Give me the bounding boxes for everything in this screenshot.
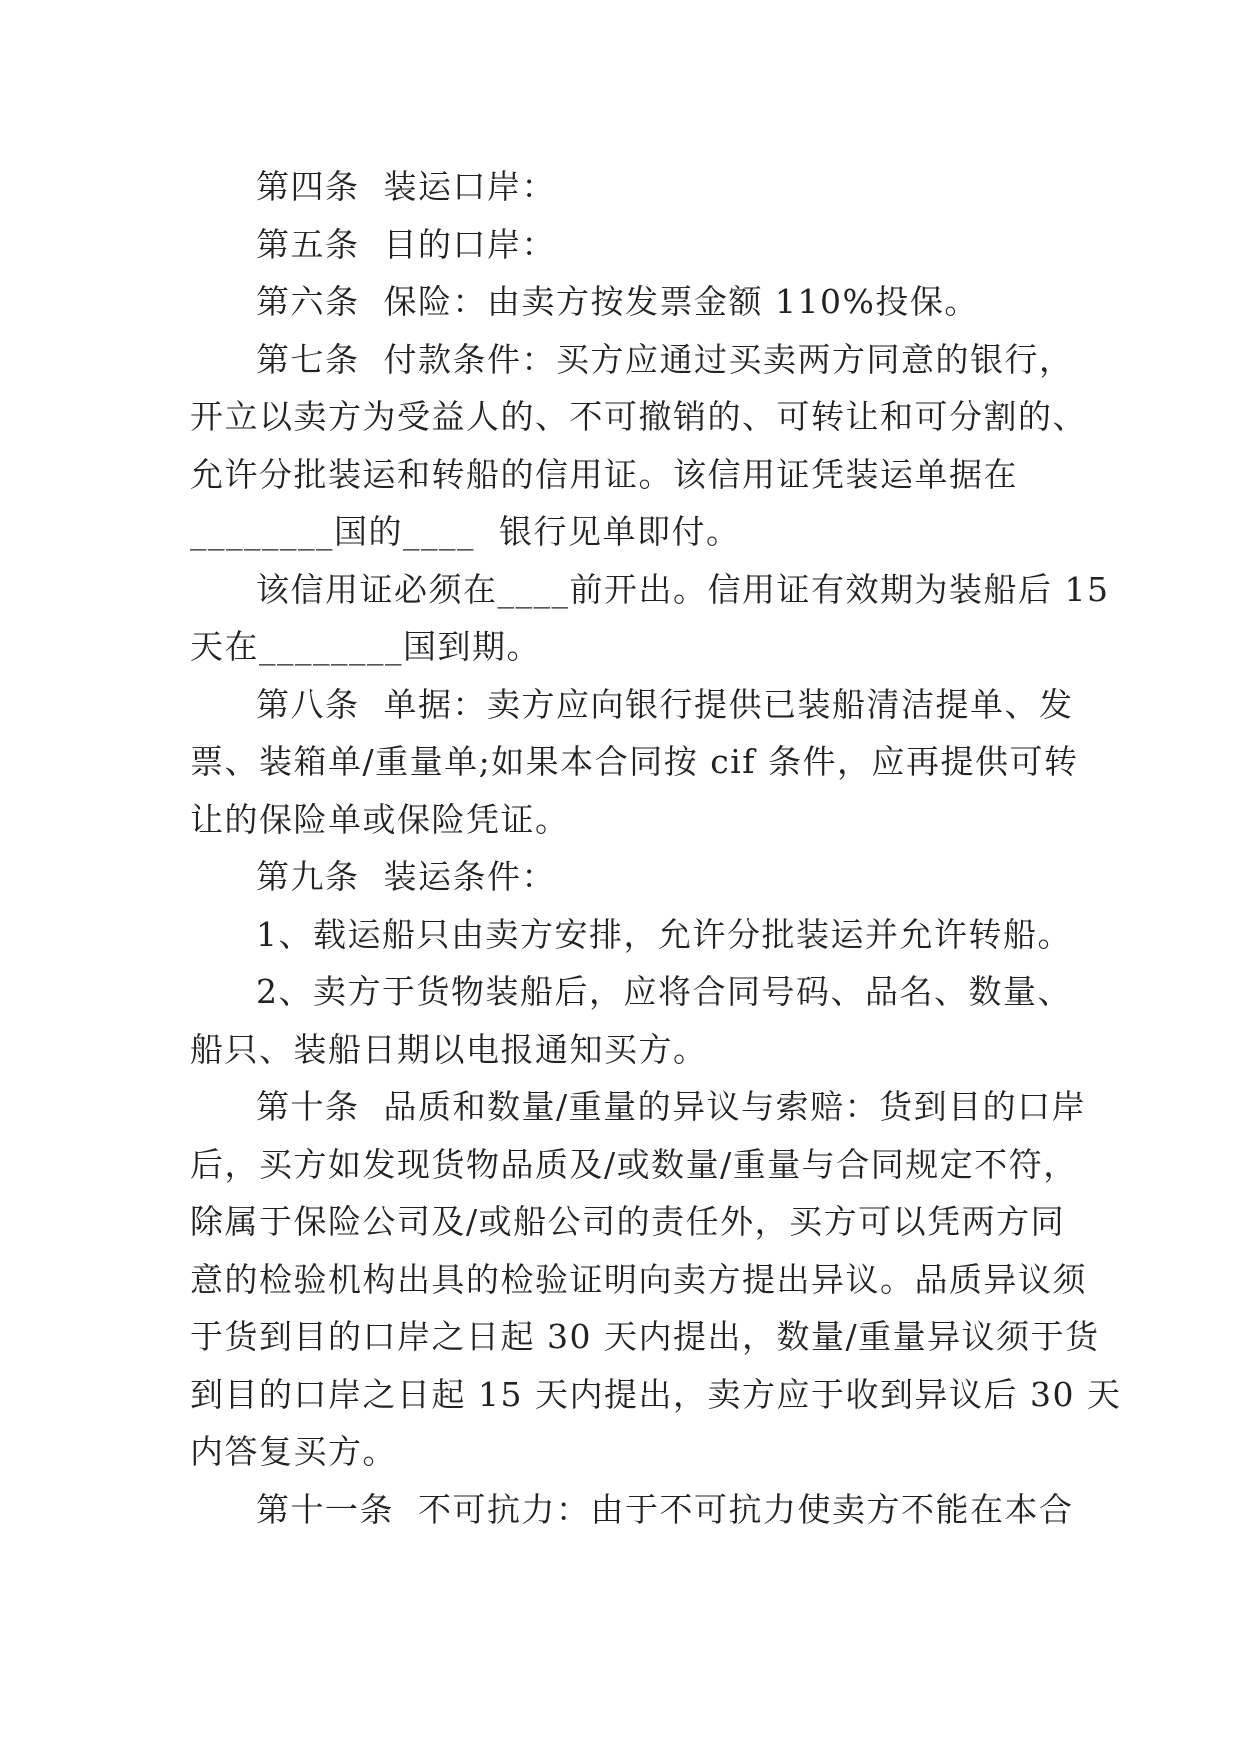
paragraph-line: 船只、装船日期以电报通知买方。 (190, 1029, 708, 1069)
paragraph (190, 1481, 1074, 1539)
paragraph-line: 让的保险单或保险凭证。 (190, 799, 570, 839)
paragraph-line: 第五条 目的口岸： (256, 224, 556, 264)
paragraph-line: 到目的口岸之日起 15 天内提出，卖方应于收到异议后 30 天 (190, 1374, 1122, 1414)
paragraph (190, 906, 1070, 964)
paragraph-line: 第四条 装运口岸： (256, 167, 556, 206)
paragraph-line: 第十条 品质和数量/重量的异议与索赔：货到目的口岸 (256, 1087, 1087, 1126)
paragraph-line: 第六条 保险：由卖方按发票金额 110%投保。 (256, 282, 979, 321)
paragraph-line: 第九条 装运条件： (256, 857, 556, 896)
paragraph-line: 第十一条 不可抗力：由于不可抗力使卖方不能在本合 (256, 1489, 1074, 1529)
document-body (190, 158, 1122, 1538)
paragraph-line: 第七条 付款条件：买方应通过买卖两方同意的银行， (256, 339, 1074, 379)
paragraph-line: 允许分批装运和转船的信用证。该信用证凭装运单据在 (190, 454, 1018, 494)
paragraph (190, 676, 1079, 849)
paragraph-line: 除属于保险公司及/或船公司的责任外，买方可以凭两方同 (190, 1202, 1066, 1241)
paragraph-line: 天在________国到期。 (190, 627, 541, 666)
paragraph-line: 后，买方如发现货物品质及/或数量/重量与合同规定不符， (190, 1144, 1078, 1184)
paragraph (190, 963, 1070, 1078)
paragraph (190, 848, 1070, 906)
paragraph (190, 216, 1070, 274)
paragraph-line: 开立以卖方为受益人的、不可撤销的、可转让和可分割的、 (190, 397, 1087, 436)
paragraph-line: 意的检验机构出具的检验证明向卖方提出异议。品质异议须 (190, 1259, 1087, 1299)
paragraph (190, 158, 1070, 216)
paragraph (190, 1078, 1122, 1481)
paragraph-line: 内答复买方。 (190, 1432, 397, 1471)
paragraph-line: 2、卖方于货物装船后，应将合同号码、品名、数量、 (256, 972, 1072, 1011)
paragraph-line: 第八条 单据：卖方应向银行提供已装船清洁提单、发 (256, 684, 1074, 724)
paragraph-line: ________国的____ 银行见单即付。 (190, 512, 741, 551)
paragraph-line: 1、载运船只由卖方安排，允许分批装运并允许转船。 (256, 914, 1072, 954)
paragraph-line: 该信用证必须在____前开出。信用证有效期为装船后 15 (256, 569, 1110, 609)
paragraph (190, 561, 1110, 676)
paragraph-line: 于货到目的口岸之日起 30 天内提出，数量/重量异议须于货 (190, 1317, 1100, 1356)
paragraph (190, 331, 1087, 561)
paragraph-line: 票、装箱单/重量单;如果本合同按 cif 条件，应再提供可转 (190, 742, 1079, 781)
paragraph (190, 273, 1070, 331)
